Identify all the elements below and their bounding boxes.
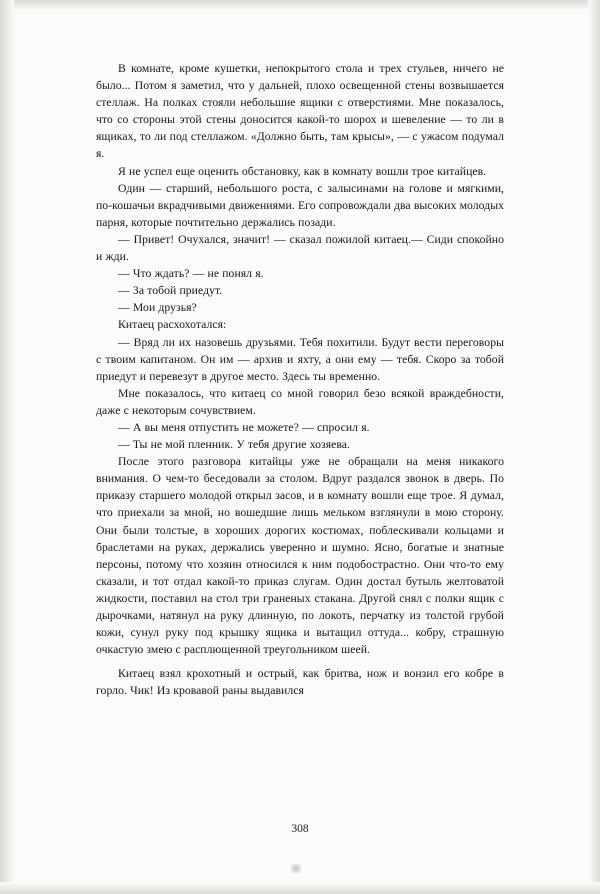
paragraph: — Что ждать? — не понял я.: [118, 267, 264, 281]
page-edge-left: [0, 0, 14, 894]
page-edge-right: [588, 0, 600, 894]
paragraph: — Ты не мой пленник. У тебя другие хозяева.: [118, 438, 351, 452]
paragraph: Мне показалось, что китаец со мной говорил безо всякой враждебности, даже с некоторым сочувствием.: [96, 386, 504, 417]
paragraph: Один — старший, небольшого роста, с залысинами на голове и мягкими, по-кошачьи вкрадчивыми движениями. Его сопровождали два высоких молодых парня, которые почтительно держались позади.: [96, 181, 504, 229]
paragraph: — Мои друзья?: [118, 301, 197, 315]
scan-smudge: [291, 864, 301, 873]
paragraph: Китаец взял крохотный и острый, как бритва, нож и вонзил его кобре в горло. Чик! Из кровавой раны выдавился: [96, 667, 504, 698]
page-edge-top: [0, 0, 600, 10]
page-edge-bottom: [0, 882, 600, 894]
paragraph: После этого разговора китайцы уже не обращали на меня никакого внимания. О чем-то беседовали за столом. Вдруг раздался звонок в дверь. По приказу старшего молодой открыл засов, и в комнату вошли еще трое. Я думал, что приехали за мной, но вошедшие лишь мельком взглянули в мою сторону. Они были толстые, в хороших дорогих костюмах, поблескивали кольцами и браслетами на руках, держались уверенно и шумно. Ясно, богатые и знатные персоны, потому что хозяин относился к ним подобострастно. Они что-то ему сказали, и тот отдал какой-то приказ слугам. Один достал бутыль желтоватой жидкости, поставил на стол три граненых стакана. Другой снял с полки ящик с дырочками, натянул на руку длинную, по локоть, перчатку из толстой грубой кожи, сунул руку под крышку ящика и вытащил оттуда... кобру, страшную очкастую змею с расплющенной треугольником шеей.: [96, 455, 504, 657]
paragraph: Китаец расхохотался:: [118, 318, 227, 332]
page-number: 308: [291, 823, 309, 835]
paragraph: В комнате, кроме кушетки, непокрытого стола и трех стульев, ничего не было... Потом я заметил, что у дальней, плохо освещенной стены возвышается стеллаж. На полках стояли небольшие ящики с отверстиями. Мне показалось, что со стороны этой стены доносится какой-то шорох и шевеление — то ли в ящиках, то ли под стеллажом. «Должно быть, там крысы», — с ужасом подумал я.: [96, 62, 504, 161]
paragraph: — А вы меня отпустить не можете? — спросил я.: [118, 420, 370, 434]
body-text-block: [96, 60, 504, 699]
paragraph: Я не успел еще оценить обстановку, как в комнату вошли трое китайцев.: [118, 164, 487, 178]
paragraph: — Вряд ли их назовешь друзьями. Тебя похитили. Будут вести переговоры с твоим капитаном. Он им — архив и яхту, а они ему — тебя. Скоро за тобой приедут и перевезут в другое место. Здесь ты временно.: [96, 335, 504, 383]
paragraph: — За тобой приедут.: [118, 284, 223, 298]
paragraph: — Привет! Очухался, значит! — сказал пожилой китаец.— Сиди спокойно и жди.: [96, 232, 504, 264]
